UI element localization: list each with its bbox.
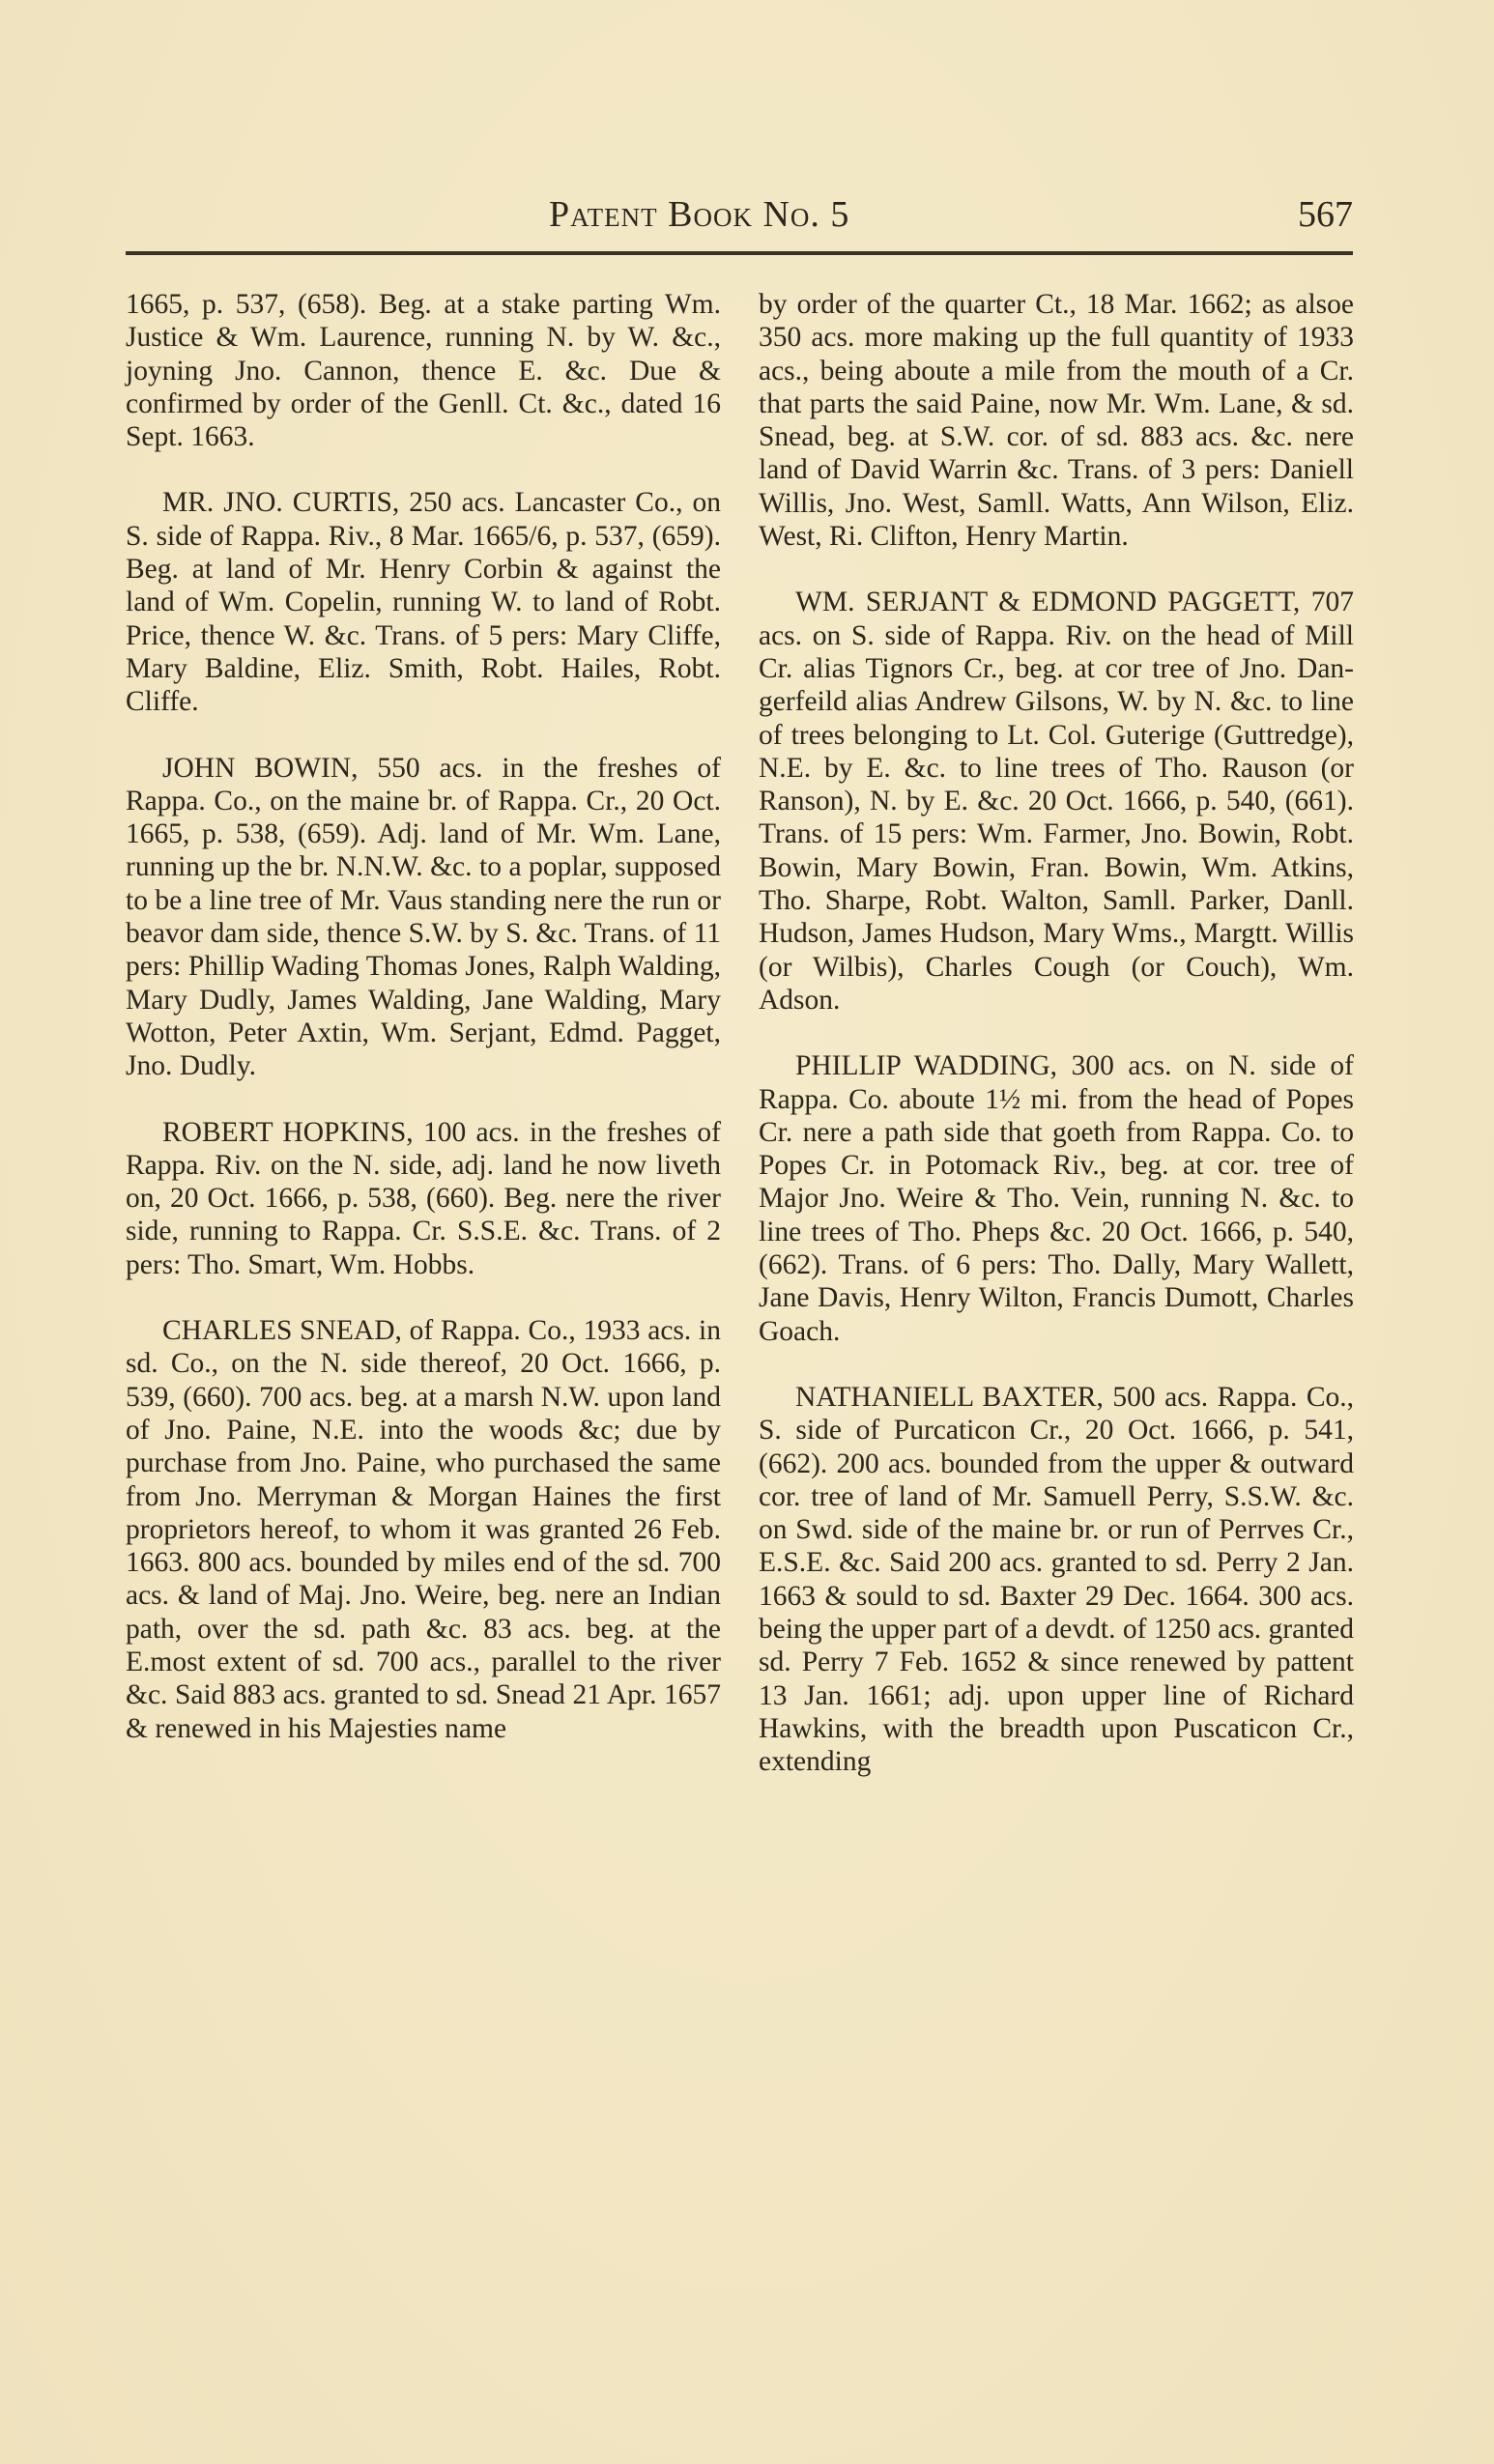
entry-jno-curtis: MR. JNO. CURTIS, 250 acs. Lancaster Co., on S. side of Rappa. Riv., 8 Mar. 1665/6, p. 537, (659). Beg. at land of Mr. Henry Corbin & against the land of Wm. Copelin, running W. to land of Robt. Price, thence W. &c. Trans. of 5 pers: Mary Cliffe, Mary Baldine, Eliz. Smith, Robt. Hailes, Robt. Cliffe. [126, 487, 721, 718]
left-column [126, 288, 721, 1745]
entry-charles-snead: CHARLES SNEAD, of Rappa. Co., 1933 acs. in sd. Co., on the N. side thereof, 20 Oct. 1666, p. 539, (660). 700 acs. beg. at a marsh N.W. upon land of Jno. Paine, N.E. into the woods &c; due by purchase from Jno. Paine, who purchased the same from Jno. Merryman & Morgan Haines the first proprietors hereof, to whom it was granted 26 Feb. 1663. 800 acs. bounded by miles end of the sd. 700 acs. & land of Maj. Jno. Weire, beg. nere an Indian path, over the sd. path &c. 83 acs. beg. at the E.most extent of sd. 700 acs., parallel to the river &c. Said 883 acs. granted to sd. Snead 21 Apr. 1657 & renewed in his Majesties name [126, 1315, 721, 1744]
entry-serjant-paggett: WM. SERJANT & EDMOND PAGGETT, 707 acs. on S. side of Rappa. Riv. on the head of Mill Cr. alias Tignors Cr., beg. at cor tree of Jno. Dangerfeild alias Andrew Gilsons, W. by N. &c. to line of trees belonging to Lt. Col. Guterige (Guttredge), N.E. by E. &c. to line trees of Tho. Rauson (or Ranson), N. by E. &c. 20 Oct. 1666, p. 540, (661). Trans. of 15 pers: Wm. Farmer, Jno. Bowin, Robt. Bowin, Mary Bowin, Fran. Bowin, Wm. Atkins, Tho. Sharpe, Robt. Walton, Samll. Parker, Danll. Hudson, James Hudson, Mary Wms., Margtt. Willis (or Wilbis), Charles Cough (or Couch), Wm. Adson. [759, 587, 1354, 1016]
entry-snead-continuation: by order of the quarter Ct., 18 Mar. 1662; as alsoe 350 acs. more making up the full quantity of 1933 acs., being aboute a mile from the mouth of a Cr. that parts the said Paine, now Mr. Wm. Lane, & sd. Snead, beg. at S.W. cor. of sd. 883 acs. &c. nere land of David Warrin &c. Trans. of 3 pers: Daniell Willis, Jno. West, Samll. Watts, Ann Wilson, Eliz. West, Ri. Clifton, Henry Martin. [759, 289, 1354, 553]
running-title: Patent Book No. 5 [549, 194, 850, 235]
page-number: 567 [1298, 194, 1353, 235]
entry-john-bowin: JOHN BOWIN, 550 acs. in the freshes of Rappa. Co., on the maine br. of Rappa. Cr., 20 Oct. 1665, p. 538, (659). Adj. land of Mr. Wm. Lane, running up the br. N.N.W. &c. to a poplar, supposed to be a line tree of Mr. Vaus standing nere the run or beavor dam side, thence S.W. by S. &c. Trans. of 11 pers: Phillip Wading Thomas Jones, Ralph Walding, Mary Dudly, James Walding, Jane Walding, Mary Wotton, Peter Axtin, Wm. Serjant, Edmd. Pagget, Jno. Dudly. [126, 752, 721, 1082]
entry-nathaniell-baxter: NATHANIELL BAXTER, 500 acs. Rappa. Co., S. side of Purcaticon Cr., 20 Oct. 1666, p. 541, (662). 200 acs. bounded from the upper & outward cor. tree of land of Mr. Samuell Perry, S.S.W. &c. on Swd. side of the maine br. or run of Perrves Cr., E.S.E. &c. Said 200 acs. granted to sd. Perry 2 Jan. 1663 & sould to sd. Baxter 29 Dec. 1664. 300 acs. being the upper part of a devdt. of 1250 acs. granted sd. Perry 7 Feb. 1652 & since renewed by pattent 13 Jan. 1661; adj. upon upper line of Richard Hawkins, with the breadth upon Puscaticon Cr., extending [759, 1381, 1355, 1778]
entry-phillip-wadding: PHILLIP WADDING, 300 acs. on N. side of Rappa. Co. aboute 1½ mi. from the head of Popes Cr. nere a path side that goeth from Rappa. Co. to Popes Cr. in Potomack Riv., beg. at cor. tree of Major Jno. Weire & Tho. Vein, running N. &c. to line trees of Tho. Pheps &c. 20 Oct. 1666, p. 540, (662). Trans. of 6 pers: Tho. Dally, Mary Wallett, Jane Davis, Henry Wilton, Francis Dumott, Charles Goach. [759, 1050, 1354, 1347]
header-rule [126, 251, 1353, 255]
entry-robert-hopkins: ROBERT HOPKINS, 100 acs. in the freshes of Rappa. Riv. on the N. side, adj. land he now liveth on, 20 Oct. 1666, p. 538, (660). Beg. nere the river side, running to Rappa. Cr. S.S.E. &c. Trans. of 2 pers: Tho. Smart, Wm. Hobbs. [126, 1116, 721, 1280]
entry-continuation: 1665, p. 537, (658). Beg. at a stake parting Wm. Justice & Wm. Laurence, running N. by W. &c., joyning Jno. Cannon, thence E. &c. Due & confirmed by order of the Genll. Ct. &c., dated 16 Sept. 1663. [126, 289, 721, 453]
page-header [126, 189, 1353, 244]
right-column [759, 288, 1354, 1778]
